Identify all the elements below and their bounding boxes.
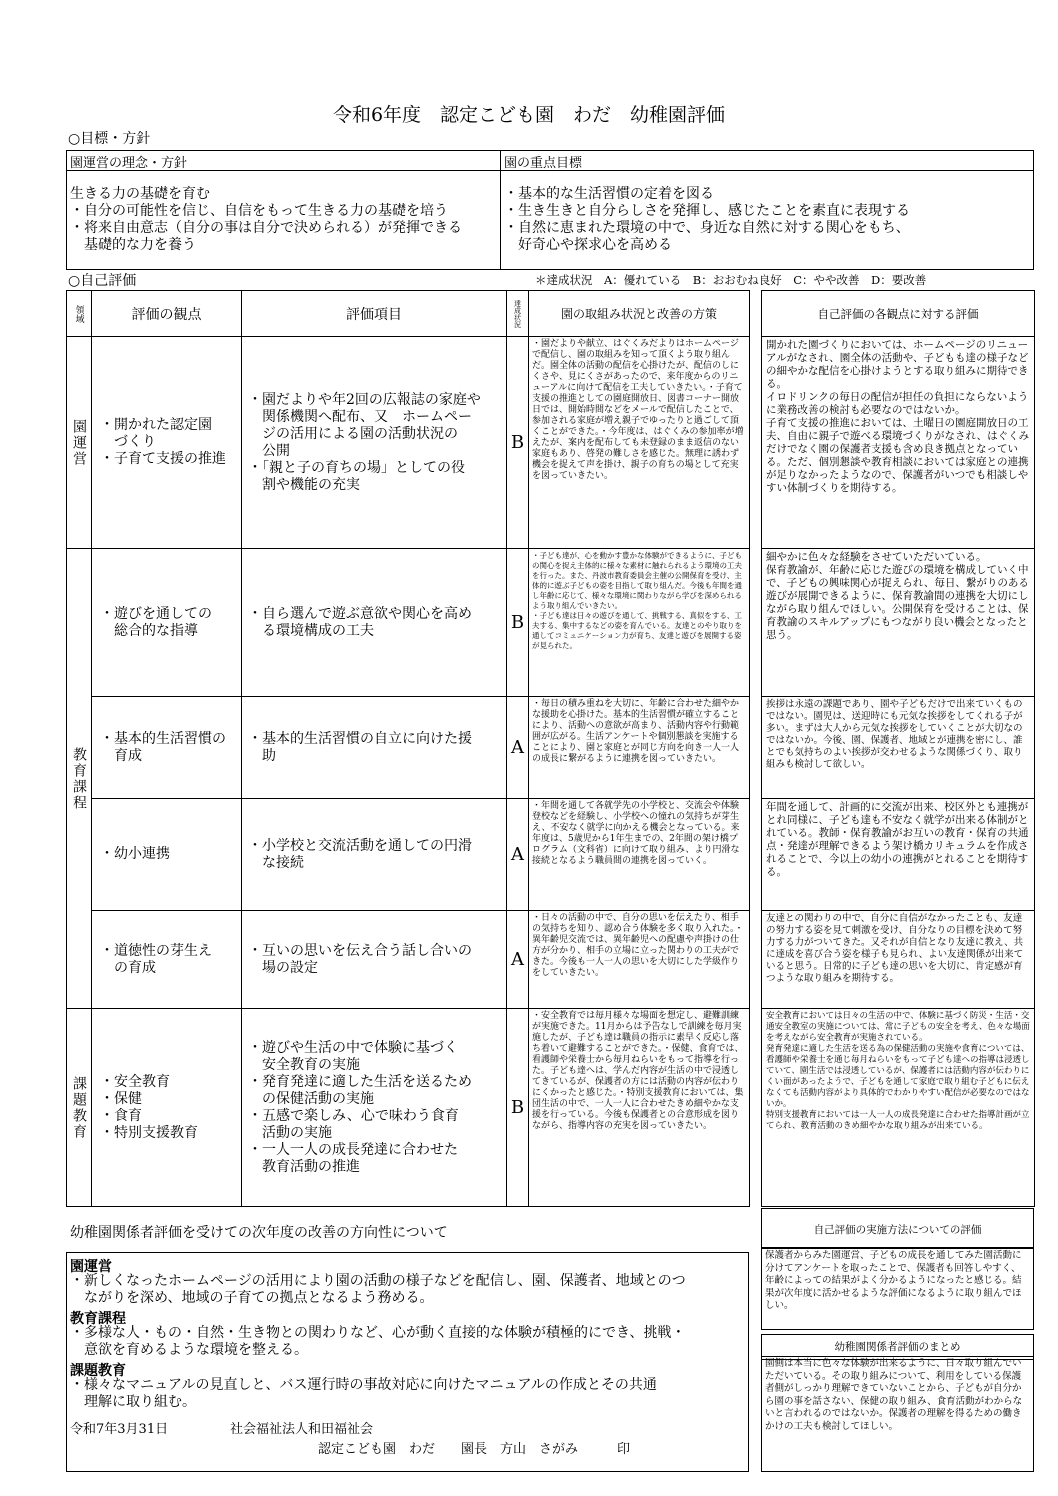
comment-cell: 友達との関わりの中で、自分に自信がなかったことも、友達の努力する姿を見て刺激を受け、自分なりの目標を決めて努力する力がついてきた。又それが自信となり友達に教え、共に達成を喜び合う姿を様子も見られ、よい友達関係が出来ていると思う。日常的に子ども達の思いを大切に、肯定感が育つような取り組みを期待する。	[762, 911, 1035, 1009]
table-row	[67, 337, 750, 549]
grade-cell: A	[507, 911, 529, 1009]
header-viewpoint: 評価の観点	[92, 291, 242, 337]
actions-cell: ・安全教育では毎月様々な場面を想定し、避難訓練が実施できた。11月からは予告なしで訓練を毎月実施したが、子ども達は職員の指示に素早く反応し落ち着いて避難することができた。・保健、食育では、看護師や栄養士から毎月ねらいをもって指導を行った。子ども達へは、学んだ内容が生活の中で浸透してきているが、保護者の方には活動の内容が伝わりにくかったと感じた。・特別支援教育においては、集団生活の中で、一人一人に合わせたきめ細やかな支援を行っている。今後も保護者との合意形成を図りながら、指導内容の充実を図っていきたい。	[529, 1009, 750, 1207]
improvement-curriculum-text: ・多様な人・もの・自然・生き物との関わりなど、心が動く直接的な体験が積極的にでき、挑戦・ 意欲を育めるような環境を整える。	[70, 1325, 686, 1358]
evaluation-table	[66, 290, 750, 1207]
improvement-issues-text: ・様々なマニュアルの見直しと、バス運行時の事故対応に向けたマニュアルの作成とその共通 理解に取り組む。	[70, 1377, 657, 1410]
improvement-management-label: 園運営	[70, 1259, 112, 1275]
header-status: 達成状況	[507, 291, 529, 337]
grade-cell: B	[507, 337, 529, 549]
comment-cell: 開かれた園づくりにおいては、ホームページのリニューアルがなされ、園全体の活動や、子どもも達の様子などの細やかな配信を心掛けようとする取り組みに期待できる。 イロドリンクの毎日の配信が担任の負担にならないように業務改善の検討も必要なのではないか。 子育て支援の推進においては、土曜日の園庭開放日の工夫、自由に親子で遊べる環境づくりがなされ、はぐくみだけでなく園の保護者支援も含め良き拠点となっている。ただ、個別懇談や教育相談においては家庭との連携が足りなかったようなので、保護者がいつでも相談しやすい体制づくりを期待する。	[762, 337, 1035, 549]
domain-management: 園運営	[67, 337, 92, 549]
item-cell: ・遊びや生活の中で体験に基づく 安全教育の実施 ・発育発達に適した生活を送るため の保健活動の実施 ・五感で楽しみ、心で味わう食育 活動の実施 ・一人一人の成長発達に合わせた 教育活動の推進	[242, 1009, 507, 1207]
comment-table	[761, 290, 1035, 1207]
improvement-heading: 幼稚園関係者評価を受けての次年度の改善の方向性について	[70, 1225, 448, 1241]
table-row	[67, 1009, 750, 1207]
actions-cell: ・子ども達が、心を動かす豊かな体験ができるように、子どもの関心を捉え主体的に様々な素材に触れられるよう環境の工夫を行った。また、丹波市教育委員会主催の公開保育を受け、主体的に遊ぶ子どもの姿を目指して取り組んだ。今後も年間を通し年齢に応じて、様々な環境に関わりながら学びを深められるよう取り組んでいきたい。 ・子ども達は日々の遊びを通して、挑戦する、真似をする、工夫する、集中するなどの姿を育んでいる。友達とのやり取りを通してコミュニケーション力が育ち、友達と遊びを展開する姿が見られた。	[529, 549, 750, 697]
table-row	[67, 799, 750, 911]
improvement-issues-label: 課題教育	[70, 1363, 126, 1379]
actions-cell: ・毎日の積み重ねを大切に、年齢に合わせた細やかな援助を心掛けた。基本的生活習慣が確立することにより、活動への意欲が高まり、活動内容や行動範囲が広がる。生活アンケートや個別懇談を実施することにより、園と家庭とが同じ方向を向き一人一人の成長に繋がるように連携を図っていきたい。	[529, 697, 750, 799]
table-row	[67, 697, 750, 799]
item-cell: ・自ら選んで遊ぶ意欲や関心を高め る環境構成の工夫	[242, 549, 507, 697]
self-eval-heading: ○自己評価	[68, 273, 137, 289]
signature-date: 令和7年3月31日	[70, 1422, 169, 1437]
signature-signer: 認定こども園 わだ 園長 方山 さがみ 印	[318, 1442, 631, 1457]
focus-text: ・基本的な生活習慣の定着を図る ・生き生きと自分らしさを発揮し、感じたことを素直に表現する ・自然に恵まれた環境の中で、身近な自然に対する関心をもち、 好奇心や探求心を高める	[504, 186, 910, 253]
item-cell: ・園だよりや年2回の広報誌の家庭や 関係機関へ配布、又 ホームペー ジの活用による園の活動状況の 公開 ・「親と子の育ちの場」としての役 割や機能の充実	[242, 337, 507, 549]
header-actions: 園の取組み状況と改善の方策	[529, 291, 750, 337]
philosophy-text: 生きる力の基礎を育む ・自分の可能性を信じ、自信をもって生きる力の基礎を培う ・将来自由意志（自分の事は自分で決められる）が発揮できる 基礎的な力を養う	[70, 186, 462, 253]
grade-cell: B	[507, 549, 529, 697]
improvement-curriculum-label: 教育課程	[70, 1311, 126, 1327]
viewpoint-cell: ・基本的生活習慣の 育成	[92, 697, 242, 799]
grade-cell: A	[507, 799, 529, 911]
actions-cell: ・日々の活動の中で、自分の思いを伝えたり、相手の気持ちを知り、認め合う体験を多く取り入れた。・異年齢児交流では、異年齢児への配慮や声掛けの仕方が分かり、相手の立場に立った関わりの工夫ができた。今後も一人一人の思いを大切にした学級作りをしていきたい。	[529, 911, 750, 1009]
summary-text: 園側は本当に色々な体験が出来るように、日々取り組んでいただいている。その取り組みについて、利用をしている保護者側がしっかり理解できていないことから、子どもが自分から園の事を話さない、保健の取り組み、食育活動がわからないと言われるのではないか。保護者の理解を得るための働きかけの工夫も検討してほしい。	[765, 1358, 1023, 1432]
header-domain: 領域	[67, 291, 92, 337]
viewpoint-cell: ・道徳性の芽生え の育成	[92, 911, 242, 1009]
page-title: 令和6年度 認定こども園 わだ 幼稚園評価	[332, 104, 726, 126]
table-row	[67, 549, 750, 697]
comment-cell: 年間を通して、計画的に交流が出来、校区外とも連携がとれ同様に、子ども達も不安なく就学が出来る体制がとれている。教師・保育教諭がお互いの教育・保育の共通点・発達が理解できるよう架け橋カリキュラムを作成されることで、今以上の幼小の連携がとれることを期待する。	[762, 799, 1035, 911]
comment-cell: 細やかに色々な経験をさせていただいている。 保育教諭が、年齢に応じた遊びの環境を構成していく中で、子どもの興味関心が捉えられ、毎日、繋がりのある遊びが展開できるように、保育教諭間の連携を大切にしながら取り組んでほしい。公開保育を受けることは、保育教諭のスキルアップにもつながり良い機会となったと思う。	[762, 549, 1035, 697]
actions-cell: ・年間を通して各就学先の小学校と、交流会や体験登校などを経験し、小学校への憧れの気持ちが芽生え、不安なく就学に向かえる機会となっている。来年度は、5歳児から1年生までの、2年間の架け橋プログラム（文科省）に向けて取り組み、より円滑な接続となるよう職員間の連携を図っていく。	[529, 799, 750, 911]
comment-cell: 安全教育においては日々の生活の中で、体験に基づく防災・生活・交通安全教室の実施については、常に子どもの安全を考え、色々な場面を考えながら安全教育が実施されている。 発育発達に適した生活を送る為の保健活動の実施や食育については、看護師や栄養士を通じ毎月ねらいをもって子ども達への指導は浸透していて、園生活では浸透しているが、保護者には活動内容が伝わりにくい面があったようで、子どもを通して家庭で取り組む子どもに伝えなくても活動内容がより具体的でわかりやすい配信が必要なのではないか。 特別支援教育においては一人一人の成長発達に合わせた指導計画が立てられ、教育活動のきめ細やかな取り組みが出来ている。	[762, 1009, 1035, 1207]
comment-cell: 挨拶は永遠の課題であり、園や子どもだけで出来ていくものではない。園児は、送迎時にも元気な挨拶をしてくれる子が多い。まずは大人から元気な挨拶をしていくことが大切なのではないか。今後、園、保護者、地域とが連携を密にし、誰とでも気持ちのよい挨拶が交わせるような関係づくり、取り組みも検討して欲しい。	[762, 697, 1035, 799]
domain-education: 教育課程	[67, 549, 92, 1009]
goals-heading: ○目標・方針	[68, 131, 151, 147]
table-row	[67, 911, 750, 1009]
summary-label: 幼稚園関係者評価のまとめ	[834, 1341, 961, 1353]
header-comment: 自己評価の各観点に対する評価	[762, 291, 1035, 337]
method-text: 保護者からみた園運営、子どもの成長を通してみた園活動に分けてアンケートを取ったことで、保護者も回答しやすく、年齢によっての結果がよく分かるようになったと感じる。結果が次年度に活かせるような評価になるように取り組んでほしい。	[765, 1250, 1022, 1311]
focus-label: 園の重点目標	[504, 156, 583, 171]
viewpoint-cell: ・遊びを通しての 総合的な指導	[92, 549, 242, 697]
grade-cell: A	[507, 697, 529, 799]
grade-legend: ＊達成状況 A：優れている B：おおむね良好 C：やや改善 D：要改善	[535, 273, 927, 287]
domain-issues: 課題教育	[67, 1009, 92, 1207]
philosophy-label: 園運営の理念・方針	[70, 156, 188, 171]
viewpoint-cell: ・安全教育 ・保健 ・食育 ・特別支援教育	[92, 1009, 242, 1207]
item-cell: ・基本的生活習慣の自立に向けた援 助	[242, 697, 507, 799]
signature-org: 社会福祉法人和田福祉会	[230, 1422, 374, 1437]
method-label: 自己評価の実施方法についての評価	[813, 1224, 982, 1236]
item-cell: ・互いの思いを伝え合う話し合いの 場の設定	[242, 911, 507, 1009]
viewpoint-cell: ・開かれた認定園 づくり ・子育て支援の推進	[92, 337, 242, 549]
item-cell: ・小学校と交流活動を通しての円滑 な接続	[242, 799, 507, 911]
actions-cell: ・園だよりや献立、はぐくみだよりはホームページで配信し、園の取組みを知って頂くよう取り組んだ。園全体の活動の配信を心掛けたが、配信のしにくさや、見にくさがあったので、来年度からのリニューアルに向けて配信を工夫していきたい。・子育て支援の推進としての園庭開放日、図書コーナー開放日では、開始時間などをメールで配信したことで、参加される家庭が増え親子でゆったりと過ごして頂くことができた。・今年度は、はぐくみの参加率が増えたが、案内を配布しても未登録のまま返信のない家庭もあり、啓発の難しさを感じた。無理に誘わず機会を捉えて声を掛け、親子の育ちの場として充実を図っていきたい。	[529, 337, 750, 549]
header-item: 評価項目	[242, 291, 507, 337]
improvement-management-text: ・新しくなったホームページの活用により園の活動の様子などを配信し、園、保護者、地域とのつ ながりを深め、地域の子育ての拠点となるよう務める。	[70, 1273, 686, 1306]
viewpoint-cell: ・幼小連携	[92, 799, 242, 911]
grade-cell: B	[507, 1009, 529, 1207]
